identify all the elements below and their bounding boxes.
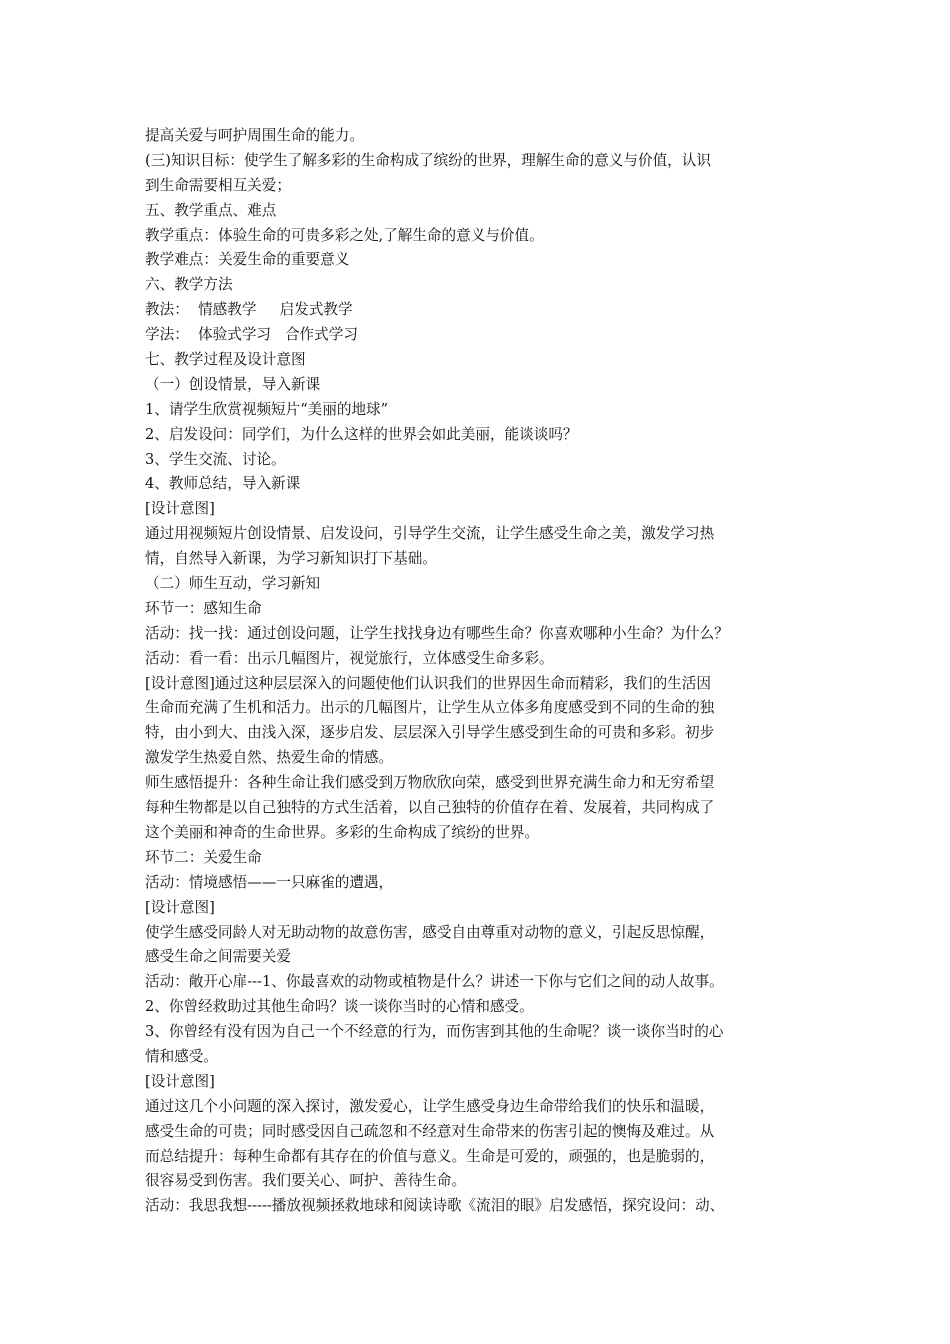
text-line: 教学重点：体验生命的可贵多彩之处,了解生命的意义与价值。 <box>145 226 544 244</box>
design-intent-label: [设计意图] <box>145 500 215 518</box>
text-line: 活动：敞开心扉---1、你最喜欢的动物或植物是什么？讲述一下你与它们之间的动人故事。 <box>145 973 724 991</box>
design-intent-label: [设计意图] <box>145 1072 215 1090</box>
text-line: 2、启发设问：同学们，为什么这样的世界会如此美丽，能谈谈吗？ <box>145 425 578 443</box>
section-heading: 六、教学方法 <box>145 276 233 294</box>
section-heading: 七、教学过程及设计意图 <box>145 351 306 369</box>
text-line: 活动：我思我想-----播放视频拯救地球和阅读诗歌《流泪的眼》启发感悟，探究设问：动、 <box>145 1197 725 1215</box>
text-line: 感受生命的可贵；同时感受因自己疏忽和不经意对生命带来的伤害引起的懊悔及难过。从 <box>145 1122 715 1140</box>
text-line: (三)知识目标：使学生了解多彩的生命构成了缤纷的世界，理解生命的意义与价值，认识 <box>145 151 711 169</box>
section-heading: 五、教学重点、难点 <box>145 201 277 219</box>
text-line: 教法： 情感教学 启发式教学 <box>145 301 353 319</box>
text-line: 而总结提升：每种生命都有其存在的价值与意义。生命是可爱的，顽强的，也是脆弱的， <box>145 1147 715 1165</box>
text-line: 环节二：关爱生命 <box>145 848 262 866</box>
text-line: 通过用视频短片创设情景、启发设问，引导学生交流，让学生感受生命之美，激发学习热 <box>145 525 715 543</box>
text-line: 很容易受到伤害。我们要关心、呵护、善待生命。 <box>145 1172 467 1190</box>
subsection-heading: （二）师生互动，学习新知 <box>145 575 321 593</box>
text-line: 通过这几个小问题的深入探讨，激发爱心，让学生感受身边生命带给我们的快乐和温暖， <box>145 1097 715 1115</box>
text-line: [设计意图]通过这种层层深入的问题使他们认识我们的世界因生命而精彩，我们的生活因 <box>145 674 711 692</box>
text-line: 使学生感受同龄人对无助动物的故意伤害，感受自由尊重对动物的意义，引起反思惊醒， <box>145 923 715 941</box>
text-line: 3、学生交流、讨论。 <box>145 450 286 468</box>
text-line: 教学难点：关爱生命的重要意义 <box>145 251 350 269</box>
text-line: 2、你曾经救助过其他生命吗？谈一谈你当时的心情和感受。 <box>145 998 534 1016</box>
text-line: 师生感悟提升：各种生命让我们感受到万物欣欣向荣，感受到世界充满生命力和无穷希望 <box>145 774 715 792</box>
subsection-heading: （一）创设情景，导入新课 <box>145 375 321 393</box>
text-line: 3、你曾经有没有因为自己一个不经意的行为，而伤害到其他的生命呢？谈一谈你当时的心 <box>145 1023 724 1041</box>
design-intent-label: [设计意图] <box>145 898 215 916</box>
text-line: 活动：看一看：出示几幅图片，视觉旅行，立体感受生命多彩。 <box>145 649 554 667</box>
text-line: 环节一：感知生命 <box>145 599 262 617</box>
text-line: 活动：找一找：通过创设问题，让学生找找身边有哪些生命？你喜欢哪种小生命？为什么？ <box>145 624 729 642</box>
document-body <box>145 124 835 1219</box>
text-line: 激发学生热爱自然、热爱生命的情感。 <box>145 749 394 767</box>
text-line: 感受生命之间需要关爱 <box>145 948 291 966</box>
text-line: 情和感受。 <box>145 1047 218 1065</box>
text-line: 这个美丽和神奇的生命世界。多彩的生命构成了缤纷的世界。 <box>145 823 540 841</box>
text-line: 活动：情境感悟——一只麻雀的遭遇， <box>145 873 394 891</box>
text-line: 生命而充满了生机和活力。出示的几幅图片，让学生从立体多角度感受到不同的生命的独 <box>145 699 715 717</box>
text-line: 特，由小到大、由浅入深，逐步启发、层层深入引导学生感受到生命的可贵和多彩。初步 <box>145 724 715 742</box>
text-line: 1、请学生欣赏视频短片“美丽的地球” <box>145 400 389 418</box>
text-line: 情，自然导入新课，为学习新知识打下基础。 <box>145 550 437 568</box>
text-line: 提高关爱与呵护周围生命的能力。 <box>145 127 364 144</box>
text-line: 4、教师总结，导入新课 <box>145 475 301 493</box>
text-line: 学法： 体验式学习 合作式学习 <box>145 326 358 344</box>
text-line: 每种生物都是以自己独特的方式生活着，以自己独特的价值存在着、发展着，共同构成了 <box>145 799 715 817</box>
text-line: 到生命需要相互关爱； <box>145 176 291 194</box>
